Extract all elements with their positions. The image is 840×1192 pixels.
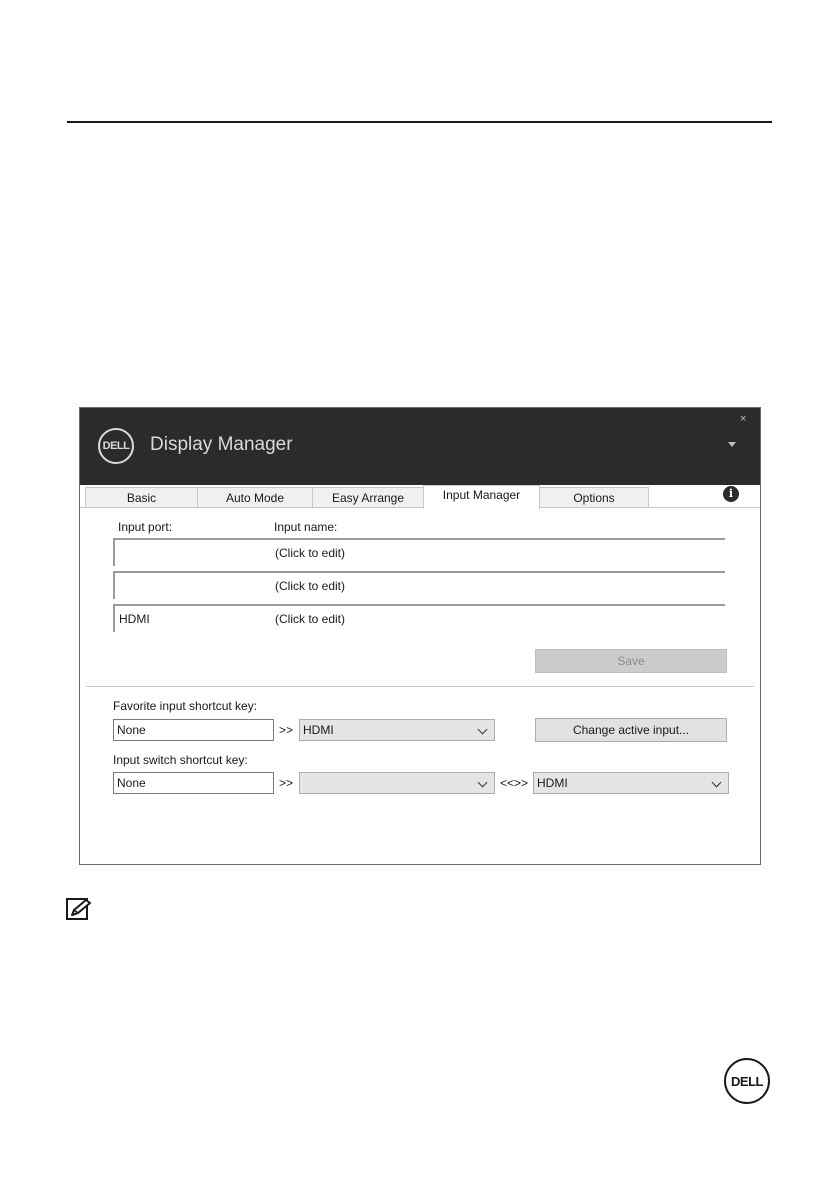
row-border — [113, 571, 725, 573]
switch-second-input-value: HDMI — [537, 776, 568, 790]
save-button[interactable]: Save — [535, 649, 727, 673]
input-name-header: Input name: — [274, 520, 338, 534]
section-divider — [86, 686, 754, 687]
note-pencil-icon — [66, 898, 94, 920]
input-port-value: HDMI — [119, 612, 150, 626]
tab-divider — [80, 507, 760, 508]
switch-first-input-select[interactable] — [299, 772, 495, 794]
tab-bar — [80, 485, 760, 508]
arrow-separator: >> — [279, 776, 294, 790]
dell-logo-icon — [98, 428, 134, 464]
chevron-down-icon — [478, 725, 488, 735]
dell-footer-logo-icon — [724, 1058, 770, 1104]
tab-basic[interactable]: Basic — [85, 487, 198, 507]
chevron-down-icon — [712, 778, 722, 788]
app-title: Display Manager — [150, 434, 293, 455]
input-name-field[interactable]: (Click to edit) — [275, 579, 346, 593]
row-border — [113, 571, 115, 599]
change-active-input-button[interactable]: Change active input... — [535, 718, 727, 742]
switch-shortcut-label: Input switch shortcut key: — [113, 753, 248, 767]
tab-options[interactable]: Options — [539, 487, 649, 507]
menu-dropdown-icon[interactable] — [728, 442, 736, 447]
footer-logo-text: DELL — [731, 1073, 763, 1089]
display-manager-window — [79, 407, 761, 865]
tab-easy-arrange[interactable]: Easy Arrange — [312, 487, 424, 507]
favorite-input-select[interactable] — [299, 719, 495, 741]
input-name-field[interactable]: (Click to edit) — [275, 546, 346, 560]
row-border — [113, 604, 115, 632]
swap-separator: <<>> — [500, 776, 529, 790]
favorite-shortcut-label: Favorite input shortcut key: — [113, 699, 258, 713]
title-bar — [80, 408, 760, 485]
row-border — [113, 538, 115, 566]
input-name-field[interactable]: (Click to edit) — [275, 612, 346, 626]
chevron-down-icon — [478, 778, 488, 788]
switch-second-input-select[interactable] — [533, 772, 729, 794]
row-border — [113, 538, 725, 540]
row-border — [113, 604, 725, 606]
input-row[interactable] — [113, 604, 725, 634]
input-row[interactable] — [113, 571, 725, 601]
switch-shortcut-key-field[interactable]: None — [113, 772, 274, 794]
dell-logo-text: DELL — [102, 440, 130, 452]
page-header-rule — [67, 121, 772, 123]
info-icon[interactable]: i — [723, 486, 739, 502]
favorite-shortcut-key-field[interactable]: None — [113, 719, 274, 741]
close-icon[interactable]: × — [740, 413, 747, 425]
input-port-header: Input port: — [118, 520, 173, 534]
tab-input-manager[interactable]: Input Manager — [423, 485, 540, 509]
arrow-separator: >> — [279, 723, 294, 737]
favorite-input-value: HDMI — [303, 723, 334, 737]
tab-auto-mode[interactable]: Auto Mode — [197, 487, 313, 507]
input-row[interactable] — [113, 538, 725, 568]
